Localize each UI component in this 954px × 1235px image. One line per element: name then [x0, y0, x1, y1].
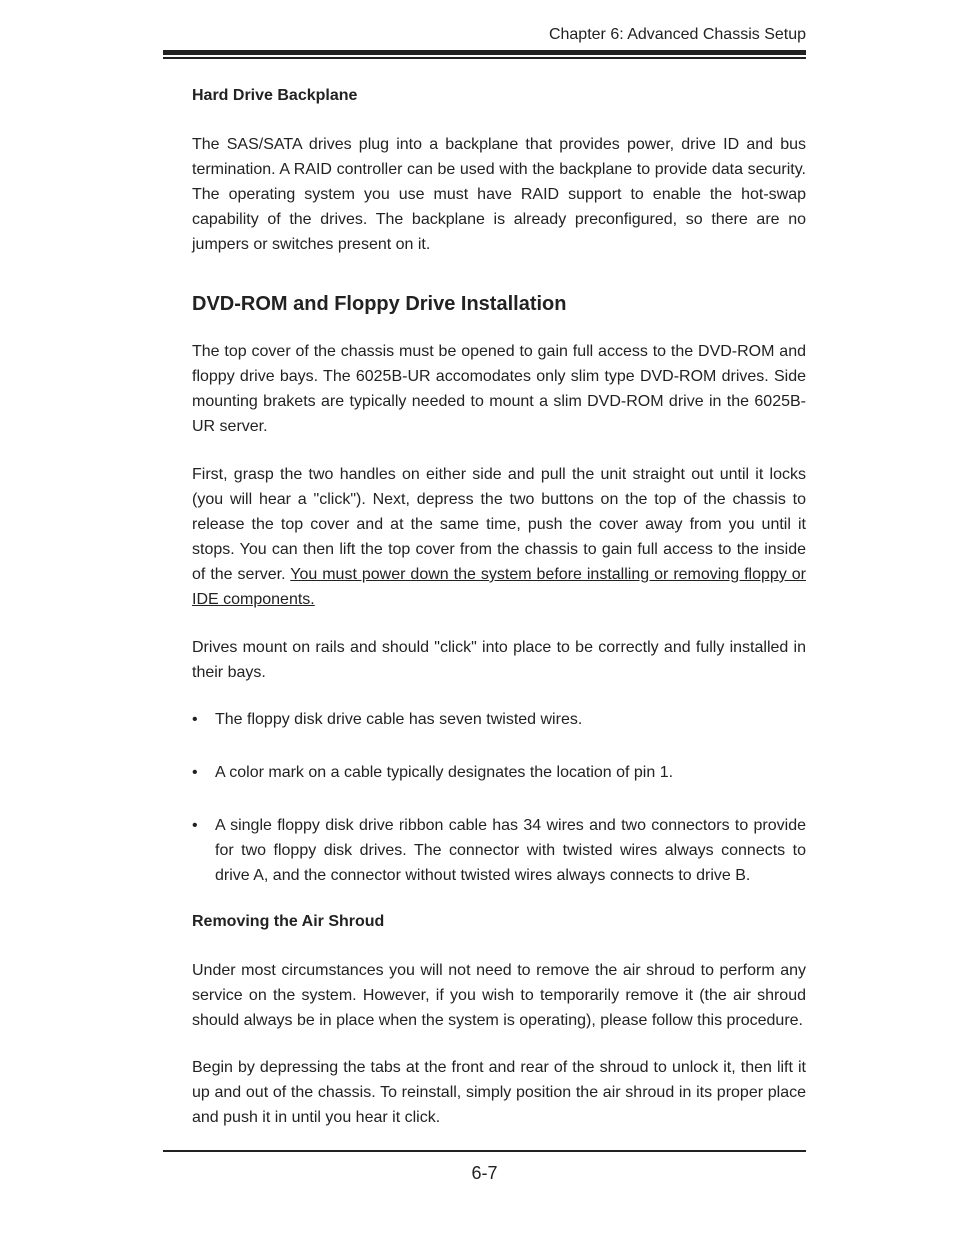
list-item-text: A color mark on a cable typically designates the location of pin 1. — [215, 764, 674, 781]
drive-notes-list — [192, 707, 806, 888]
list-item — [192, 760, 806, 785]
header-rule-thick — [163, 50, 806, 55]
list-item — [192, 707, 806, 732]
header-rule-thin — [163, 57, 806, 59]
dvd-paragraph-2-text: First, grasp the two handles on either side and pull the unit straight out until it locks (you will hear a "click"). Next, depress the two buttons on the top of the chassis to release the top cover and at the same time, push the cover away from you until it stops. You can then lift the top cover from the chassis to gain full access to the inside of the server. — [192, 466, 806, 583]
air-shroud-heading: Removing the Air Shroud — [192, 913, 385, 930]
backplane-paragraph: The SAS/SATA drives plug into a backplane that provides power, drive ID and bus termination. A RAID controller can be used with the backplane to provide data security. The operating system you use must have RAID support to enable the hot-swap capability of the drives. The backplane is already preconfigured, so there are no jumpers or switches present on it. — [192, 136, 806, 253]
bullet-icon: • — [192, 764, 198, 781]
bullet-icon: • — [192, 817, 198, 834]
list-item — [192, 813, 806, 888]
dvd-paragraph-1: The top cover of the chassis must be opened to gain full access to the DVD-ROM and floppy drive bays. The 6025B-UR accomodates only slim type DVD-ROM drives. Side mounting brakets are typically needed to mount a slim DVD-ROM drive in the 6025B-UR server. — [192, 343, 806, 435]
list-item-text: A single floppy disk drive ribbon cable has 34 wires and two connectors to provide for two floppy disk drives. The connector with twisted wires always connects to drive A, and the connector without twisted wires always connects to drive B. — [215, 817, 806, 884]
air-shroud-paragraph-2: Begin by depressing the tabs at the front and rear of the shroud to unlock it, then lift it up and out of the chassis. To reinstall, simply position the air shroud in its proper place and push it in until you hear it click. — [192, 1059, 806, 1126]
page-body — [192, 84, 806, 1130]
bullet-icon: • — [192, 711, 198, 728]
chapter-header: Chapter 6: Advanced Chassis Setup — [548, 26, 806, 43]
dvd-paragraph-3: Drives mount on rails and should "click" into place to be correctly and fully installed in their bays. — [192, 639, 806, 681]
page-number: 6-7 — [471, 1163, 498, 1183]
power-down-warning: You must power down the system before installing or removing floppy or IDE components. — [192, 566, 806, 608]
footer-rule — [163, 1150, 806, 1152]
backplane-heading: Hard Drive Backplane — [192, 87, 358, 104]
dvd-paragraph-2 — [192, 462, 806, 612]
dvd-section-heading: DVD-ROM and Floppy Drive Installation — [192, 293, 567, 315]
list-item-text: The floppy disk drive cable has seven twisted wires. — [215, 711, 583, 728]
air-shroud-paragraph-1: Under most circumstances you will not need to remove the air shroud to perform any service on the system. However, if you wish to temporarily remove it (the air shroud should always be in place when the system is operating), please follow this procedure. — [192, 962, 806, 1029]
